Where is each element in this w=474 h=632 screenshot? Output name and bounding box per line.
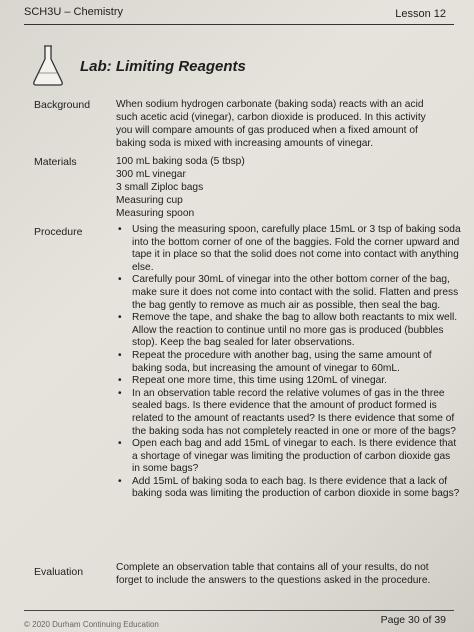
procedure-step: • Carefully pour 30mL of vinegar into the other bottom corner of the bag, make sure it does not come into contact with the solid. Flatten and press the bag gently to remove as much air as possible, then seal the bag. bbox=[116, 274, 461, 312]
procedure-step: • Open each bag and add 15mL of vinegar to each. Is there evidence that a shortage of vinegar was limiting the production of carbon dioxide gas in some bags? bbox=[116, 438, 461, 476]
lesson-number: Lesson 12 bbox=[395, 8, 446, 20]
lab-title: Lab: Limiting Reagents bbox=[80, 58, 246, 75]
procedure-step: • Using the measuring spoon, carefully place 15mL or 3 tsp of baking soda into the bottom corner of one of the baggies. Fold the corner upward and tape it in place so that the solid does not come into contact with anything else. bbox=[116, 224, 461, 274]
header-divider bbox=[24, 24, 454, 25]
procedure-step: • Repeat one more time, this time using 120mL of vinegar. bbox=[116, 375, 461, 388]
background-text bbox=[116, 98, 456, 150]
materials-list bbox=[116, 155, 456, 220]
evaluation-label: Evaluation bbox=[34, 566, 84, 578]
evaluation-line: Complete an observation table that contains all of your results, do not bbox=[116, 562, 429, 573]
background-label: Background bbox=[34, 99, 91, 111]
procedure-label: Procedure bbox=[34, 226, 83, 238]
background-line: When sodium hydrogen carbonate (baking soda) reacts with an acid bbox=[116, 99, 424, 110]
procedure-step: • Repeat the procedure with another bag, using the same amount of baking soda, but increasing the amount of vinegar to 60mL. bbox=[116, 350, 461, 375]
footer-copyright: © 2020 Durham Continuing Education bbox=[24, 620, 159, 629]
evaluation-text bbox=[116, 561, 456, 587]
background-line: you will compare amounts of gas produced when a fixed amount of bbox=[116, 125, 418, 136]
procedure-steps bbox=[116, 224, 461, 501]
background-line: such acetic acid (vinegar), carbon dioxide is produced. In this activity bbox=[116, 112, 426, 123]
procedure-step: • Remove the tape, and shake the bag to allow both reactants to mix well. Allow the reaction to continue until no more gas is produced (bubbles stop). Keep the bag sealed for later observations. bbox=[116, 312, 461, 350]
procedure-step: • Add 15mL of baking soda to each bag. Is there evidence that a lack of baking soda was limiting the production of carbon dioxide in some bags? bbox=[116, 476, 461, 501]
worksheet-page bbox=[6, 0, 468, 632]
background-line: baking soda is mixed with increasing amounts of vinegar. bbox=[116, 138, 374, 149]
course-title: SCH3U – Chemistry bbox=[24, 6, 124, 18]
procedure-step: • In an observation table record the relative volumes of gas in the three sealed bags. Is there evidence that the amount of product formed is related to the amount of reactants used? Is there evidence that some of the baking soda has not completely reacted in one or more of the bags? bbox=[116, 388, 461, 438]
flask-icon bbox=[30, 42, 66, 88]
material-item: 3 small Ziploc bags bbox=[116, 182, 204, 193]
evaluation-line: forget to include the answers to the questions asked in the procedure. bbox=[116, 575, 431, 586]
page-number: Page 30 of 39 bbox=[380, 614, 446, 626]
material-item: Measuring spoon bbox=[116, 208, 195, 219]
footer-divider bbox=[24, 610, 454, 611]
material-item: Measuring cup bbox=[116, 195, 183, 206]
material-item: 300 mL vinegar bbox=[116, 169, 186, 180]
materials-label: Materials bbox=[34, 156, 77, 168]
material-item: 100 mL baking soda (5 tbsp) bbox=[116, 156, 245, 167]
